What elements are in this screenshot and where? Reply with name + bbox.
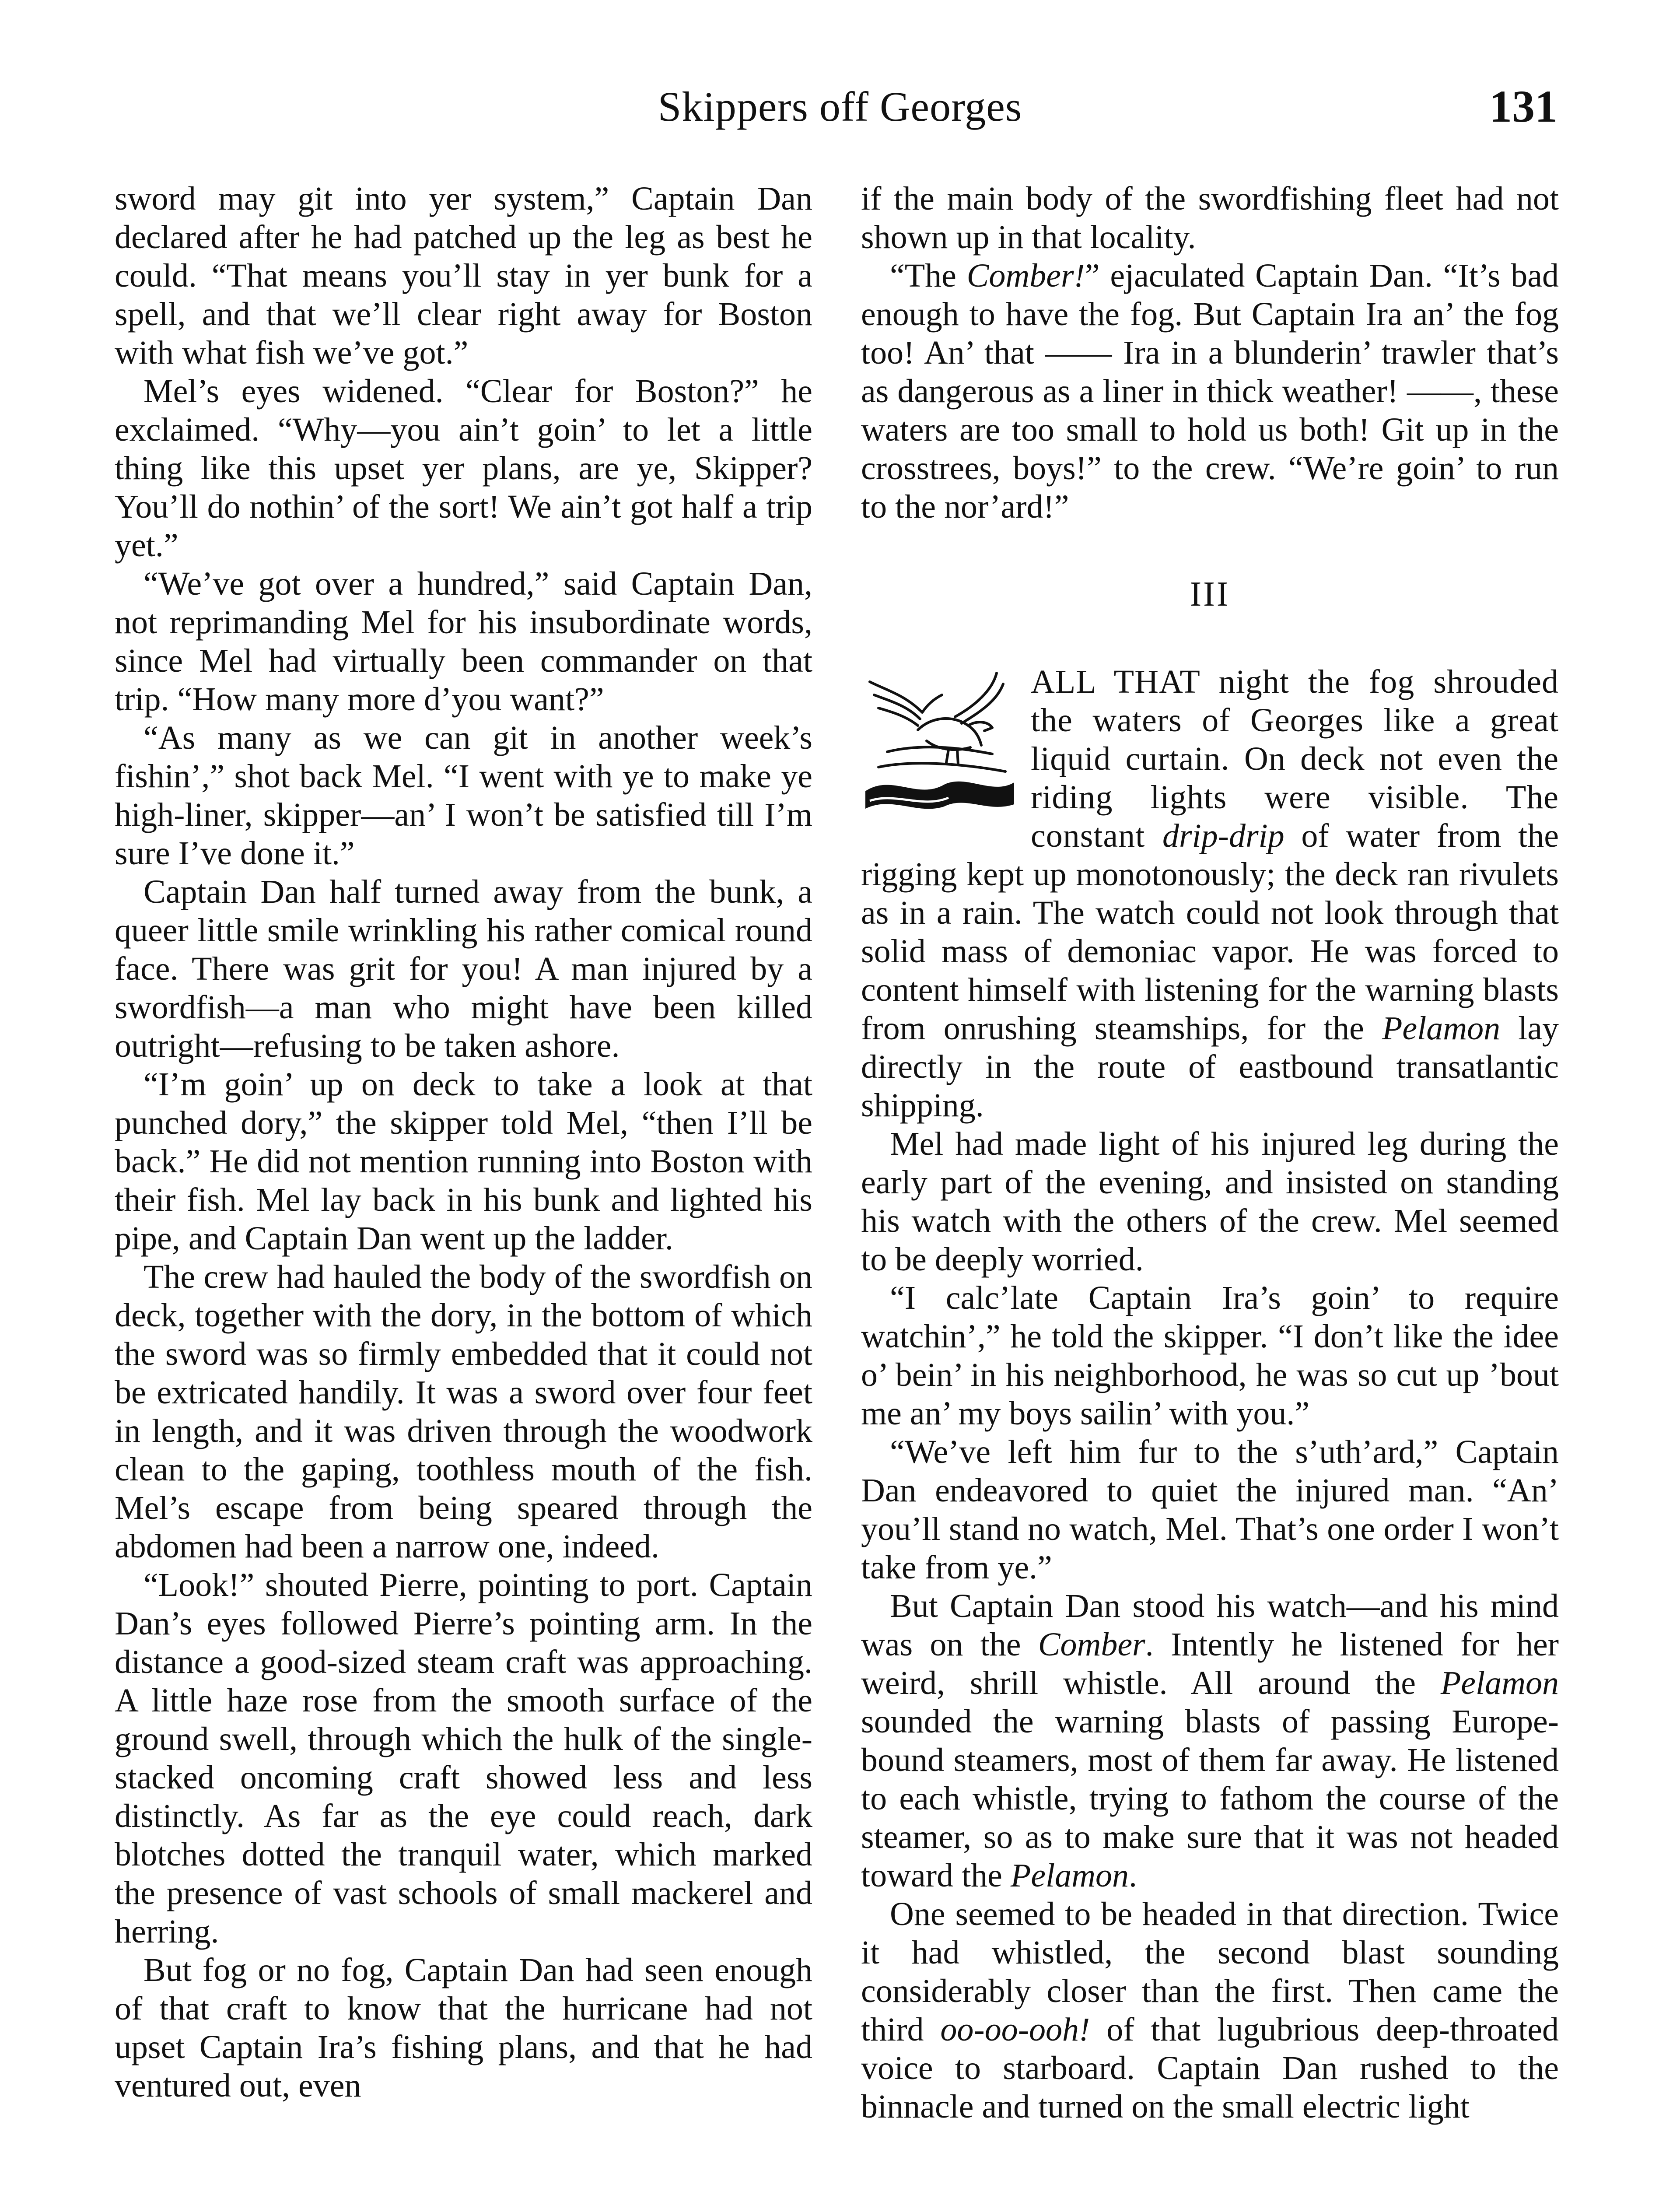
ship-name: Comber <box>1038 1626 1145 1663</box>
paragraph: “We’ve got over a hundred,” said Captain Dan, not reprimanding Mel for his insubordinate words, since Mel had virtually been commander on that trip. “How many more d’you want?” <box>115 565 812 718</box>
paragraph: “I’m goin’ up on deck to take a look at that punched dory,” the skipper told Mel, “then I’ll be back.” He did not mention running into Boston with their fish. Mel lay back in his bunk and lighted his pipe, and Captain Dan went up the ladder. <box>115 1066 812 1257</box>
right-column <box>861 179 1559 2126</box>
ship-name: Pelamon <box>1440 1665 1559 1701</box>
paragraph: “As many as we can git in another week’s fishin’,” shot back Mel. “I went with ye to make ye high-liner, skipper—an’ I won’t be satisfied till I’m sure I’ve done it.” <box>115 719 812 872</box>
text-run: But Captain Dan stood his watch—and his mind was on the <box>861 1588 1559 1663</box>
seabird-over-waves-icon <box>861 664 1018 817</box>
paragraph <box>861 1895 1559 2126</box>
paragraph: Captain Dan half turned away from the bunk, a queer little smile wrinkling his rather comical round face. There was grit for you! A man injured by a swordfish—a man who might have been killed outright—refusing to be taken ashore. <box>115 873 812 1064</box>
text-run: One seemed to be headed in that direction. Twice it had whistled, the second blast sounding considerably closer than the first. Then came the third <box>861 1896 1559 2048</box>
emphasis: drip-drip <box>1162 817 1284 854</box>
paragraph <box>861 256 1559 526</box>
paragraph: Mel’s eyes widened. “Clear for Boston?” he exclaimed. “Why—you ain’t goin’ to let a little thing like this upset yer plans, are ye, Skipper? You’ll do nothin’ of the sort! We ain’t got half a trip yet.” <box>115 373 812 564</box>
paragraph: “We’ve left him fur to the s’uth’ard,” Captain Dan endeavored to quiet the injured man. “An’ you’ll stand no watch, Mel. That’s one order I won’t take from ye.” <box>861 1434 1559 1586</box>
paragraph: The crew had hauled the body of the swordfish on deck, together with the dory, in the bottom of which the sword was so firmly embedded that it could not be extricated handily. It was a sword over four feet in length, and it was driven through the woodwork clean to the gaping, toothless mouth of the fish. Mel’s escape from being speared through the abdomen had been a narrow one, indeed. <box>115 1259 812 1565</box>
paragraph: But fog or no fog, Captain Dan had seen enough of that craft to know that the hurricane had not upset Captain Ira’s fishing plans, and that he had ventured out, even <box>115 1952 812 2104</box>
text-run: of that lugubrious deep-throated voice to starboard. Captain Dan rushed to the binnacle and turned on the small electric light <box>861 2011 1559 2125</box>
text-run: sounded the warning blasts of passing Europe-bound steamers, most of them far away. He listened to each whistle, trying to fathom the course of the steamer, so as to make sure that it was not headed toward the <box>861 1703 1559 1894</box>
paragraph: “Look!” shouted Pierre, pointing to port. Captain Dan’s eyes followed Pierre’s pointing arm. In the distance a good-sized steam craft was approaching. A little haze rose from the smooth surface of the ground swell, through which the hulk of the single-stacked oncoming craft showed less and less distinctly. As far as the eye could reach, dark blotches dotted the tranquil water, which marked the presence of vast schools of small mackerel and herring. <box>115 1567 812 1950</box>
text-run: “The <box>890 257 967 294</box>
text-run: . <box>1129 1857 1138 1894</box>
section-heading: III <box>1190 575 1230 614</box>
ship-name: Pelamon <box>1382 1010 1501 1047</box>
left-column <box>115 179 812 2105</box>
opening-paragraph <box>861 663 1559 1125</box>
text-run: lay directly in the route of eastbound transatlantic shipping. <box>861 1010 1559 1124</box>
paragraph <box>861 1587 1559 1895</box>
paragraph: if the main body of the swordfishing fleet had not shown up in that locality. <box>861 180 1559 256</box>
text-run: ALL THAT night the fog shrouded the waters of Georges like a great liquid curtain. On deck not even the riding lights were visible. The constant <box>1031 663 1559 854</box>
paragraph: Mel had made light of his injured leg during the early part of the evening, and insisted on standing his watch with the others of the crew. Mel seemed to be deeply worried. <box>861 1126 1559 1278</box>
text-run: of water from the rigging kept up monotonously; the deck ran rivulets as in a rain. The watch could not look through that solid mass of demoniac vapor. He was forced to content himself with listening for the warning blasts from onrushing steamships, for the <box>861 817 1559 1047</box>
running-head <box>0 74 1680 136</box>
paragraph: “I calc’late Captain Ira’s goin’ to require watchin’,” he told the skipper. “I don’t like the idee o’ bein’ in his neighborhood, he was so cut up ’bout me an’ my boys sailin’ with you.” <box>861 1280 1559 1432</box>
text-run: ” ejaculated Captain Dan. “It’s bad enough to have the fog. But Captain Ira an’ the fog too! An’ that —— Ira in a blunderin’ trawler that’s as dangerous as a liner in thick weather! ——, these waters are too small to hold us both! Git up in the crosstrees, boys!” to the crew. “We’re goin’ to run to the nor’ard!” <box>861 257 1559 525</box>
text-run: . Intently he listened for her weird, shrill whistle. All around the <box>861 1626 1559 1701</box>
ship-name: Pelamon <box>1010 1857 1129 1894</box>
running-title: Skippers off Georges <box>658 83 1022 130</box>
page-number: 131 <box>1489 81 1558 132</box>
emphasis: oo-oo-ooh! <box>940 2011 1090 2048</box>
ship-name: Comber! <box>966 257 1085 294</box>
paragraph: sword may git into yer system,” Captain Dan declared after he had patched up the leg as best he could. “That means you’ll stay in yer bunk for a spell, and that we’ll clear right away for Boston with what fish we’ve got.” <box>115 180 812 371</box>
